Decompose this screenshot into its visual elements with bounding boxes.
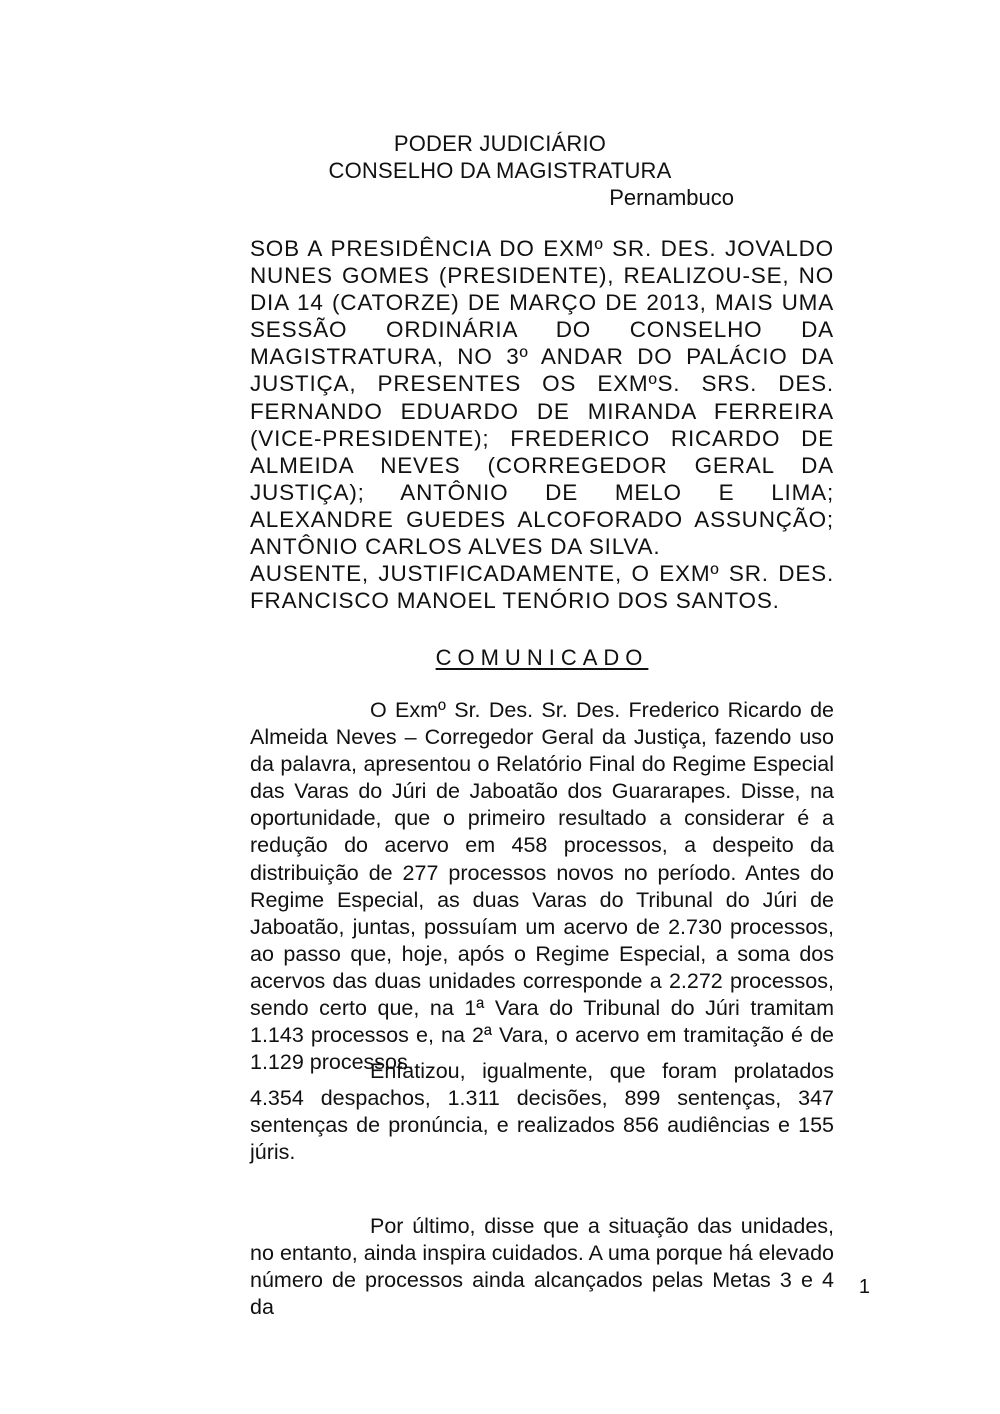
body-paragraph: O Exmº Sr. Des. Sr. Des. Frederico Ricardo de Almeida Neves – Corregedor Geral da Justiça, fazendo uso da palavra, apresentou o Relatório Final do Regime Especial das Varas do Júri de Jaboatão dos Guararapes. Disse, na oportunidade, que o primeiro resultado a considerar é a redução do acervo em 458 processos, a despeito da distribuição de 277 processos novos no período. Antes do Regime Especial, as duas Varas do Tribunal do Júri de Jaboatão, juntas, possuíam um acervo de 2.730 processos, ao passo que, hoje, após o Regime Especial, a soma dos acervos das duas unidades corresponde a 2.272 processos, sendo certo que, na 1ª Vara do Tribunal do Júri tramitam 1.143 processos e, na 2ª Vara, o acervo em tramitação é de 1.129 processos. <box>250 698 834 1075</box>
body-paragraph: Enfatizou, igualmente, que foram prolatados 4.354 despachos, 1.311 decisões, 899 sentenças, 347 sentenças de pronúncia, e realizados 856 audiências e 155 júris. <box>250 1059 834 1165</box>
absence-text: AUSENTE, JUSTIFICADAMENTE, O EXMº SR. DES. FRANCISCO MANOEL TENÓRIO DOS SANTOS. <box>250 561 834 614</box>
body-paragraph: Por último, disse que a situação das unidades, no entanto, ainda inspira cuidados. A uma porque há elevado número de processos ainda alcançados pelas Metas 3 e 4 da <box>250 1214 834 1320</box>
header-state: Pernambuco <box>609 185 734 210</box>
header-council-name: CONSELHO DA MAGISTRATURA <box>328 158 672 183</box>
preamble-text: SOB A PRESIDÊNCIA DO EXMº SR. DES. JOVALDO NUNES GOMES (PRESIDENTE), REALIZOU-SE, NO DIA 14 (CATORZE) DE MARÇO DE 2013, MAIS UMA SESSÃO ORDINÁRIA DO CONSELHO DA MAGISTRATURA, NO 3º ANDAR DO PALÁCIO DA JUSTIÇA, PRESENTES OS EXMºS. SRS. DES. FERNANDO EDUARDO DE MIRANDA FERREIRA (VICE-PRESIDENTE); FREDERICO RICARDO DE ALMEIDA NEVES (CORREGEDOR GERAL DA JUSTIÇA); ANTÔNIO DE MELO E LIMA; ALEXANDRE GUEDES ALCOFORADO ASSUNÇÃO; ANTÔNIO CARLOS ALVES DA SILVA. <box>250 236 834 560</box>
header-court-name: PODER JUDICIÁRIO <box>393 131 607 156</box>
section-title: COMUNICADO <box>435 645 649 670</box>
page-number: 1 <box>858 1276 870 1298</box>
session-preamble <box>250 235 834 614</box>
